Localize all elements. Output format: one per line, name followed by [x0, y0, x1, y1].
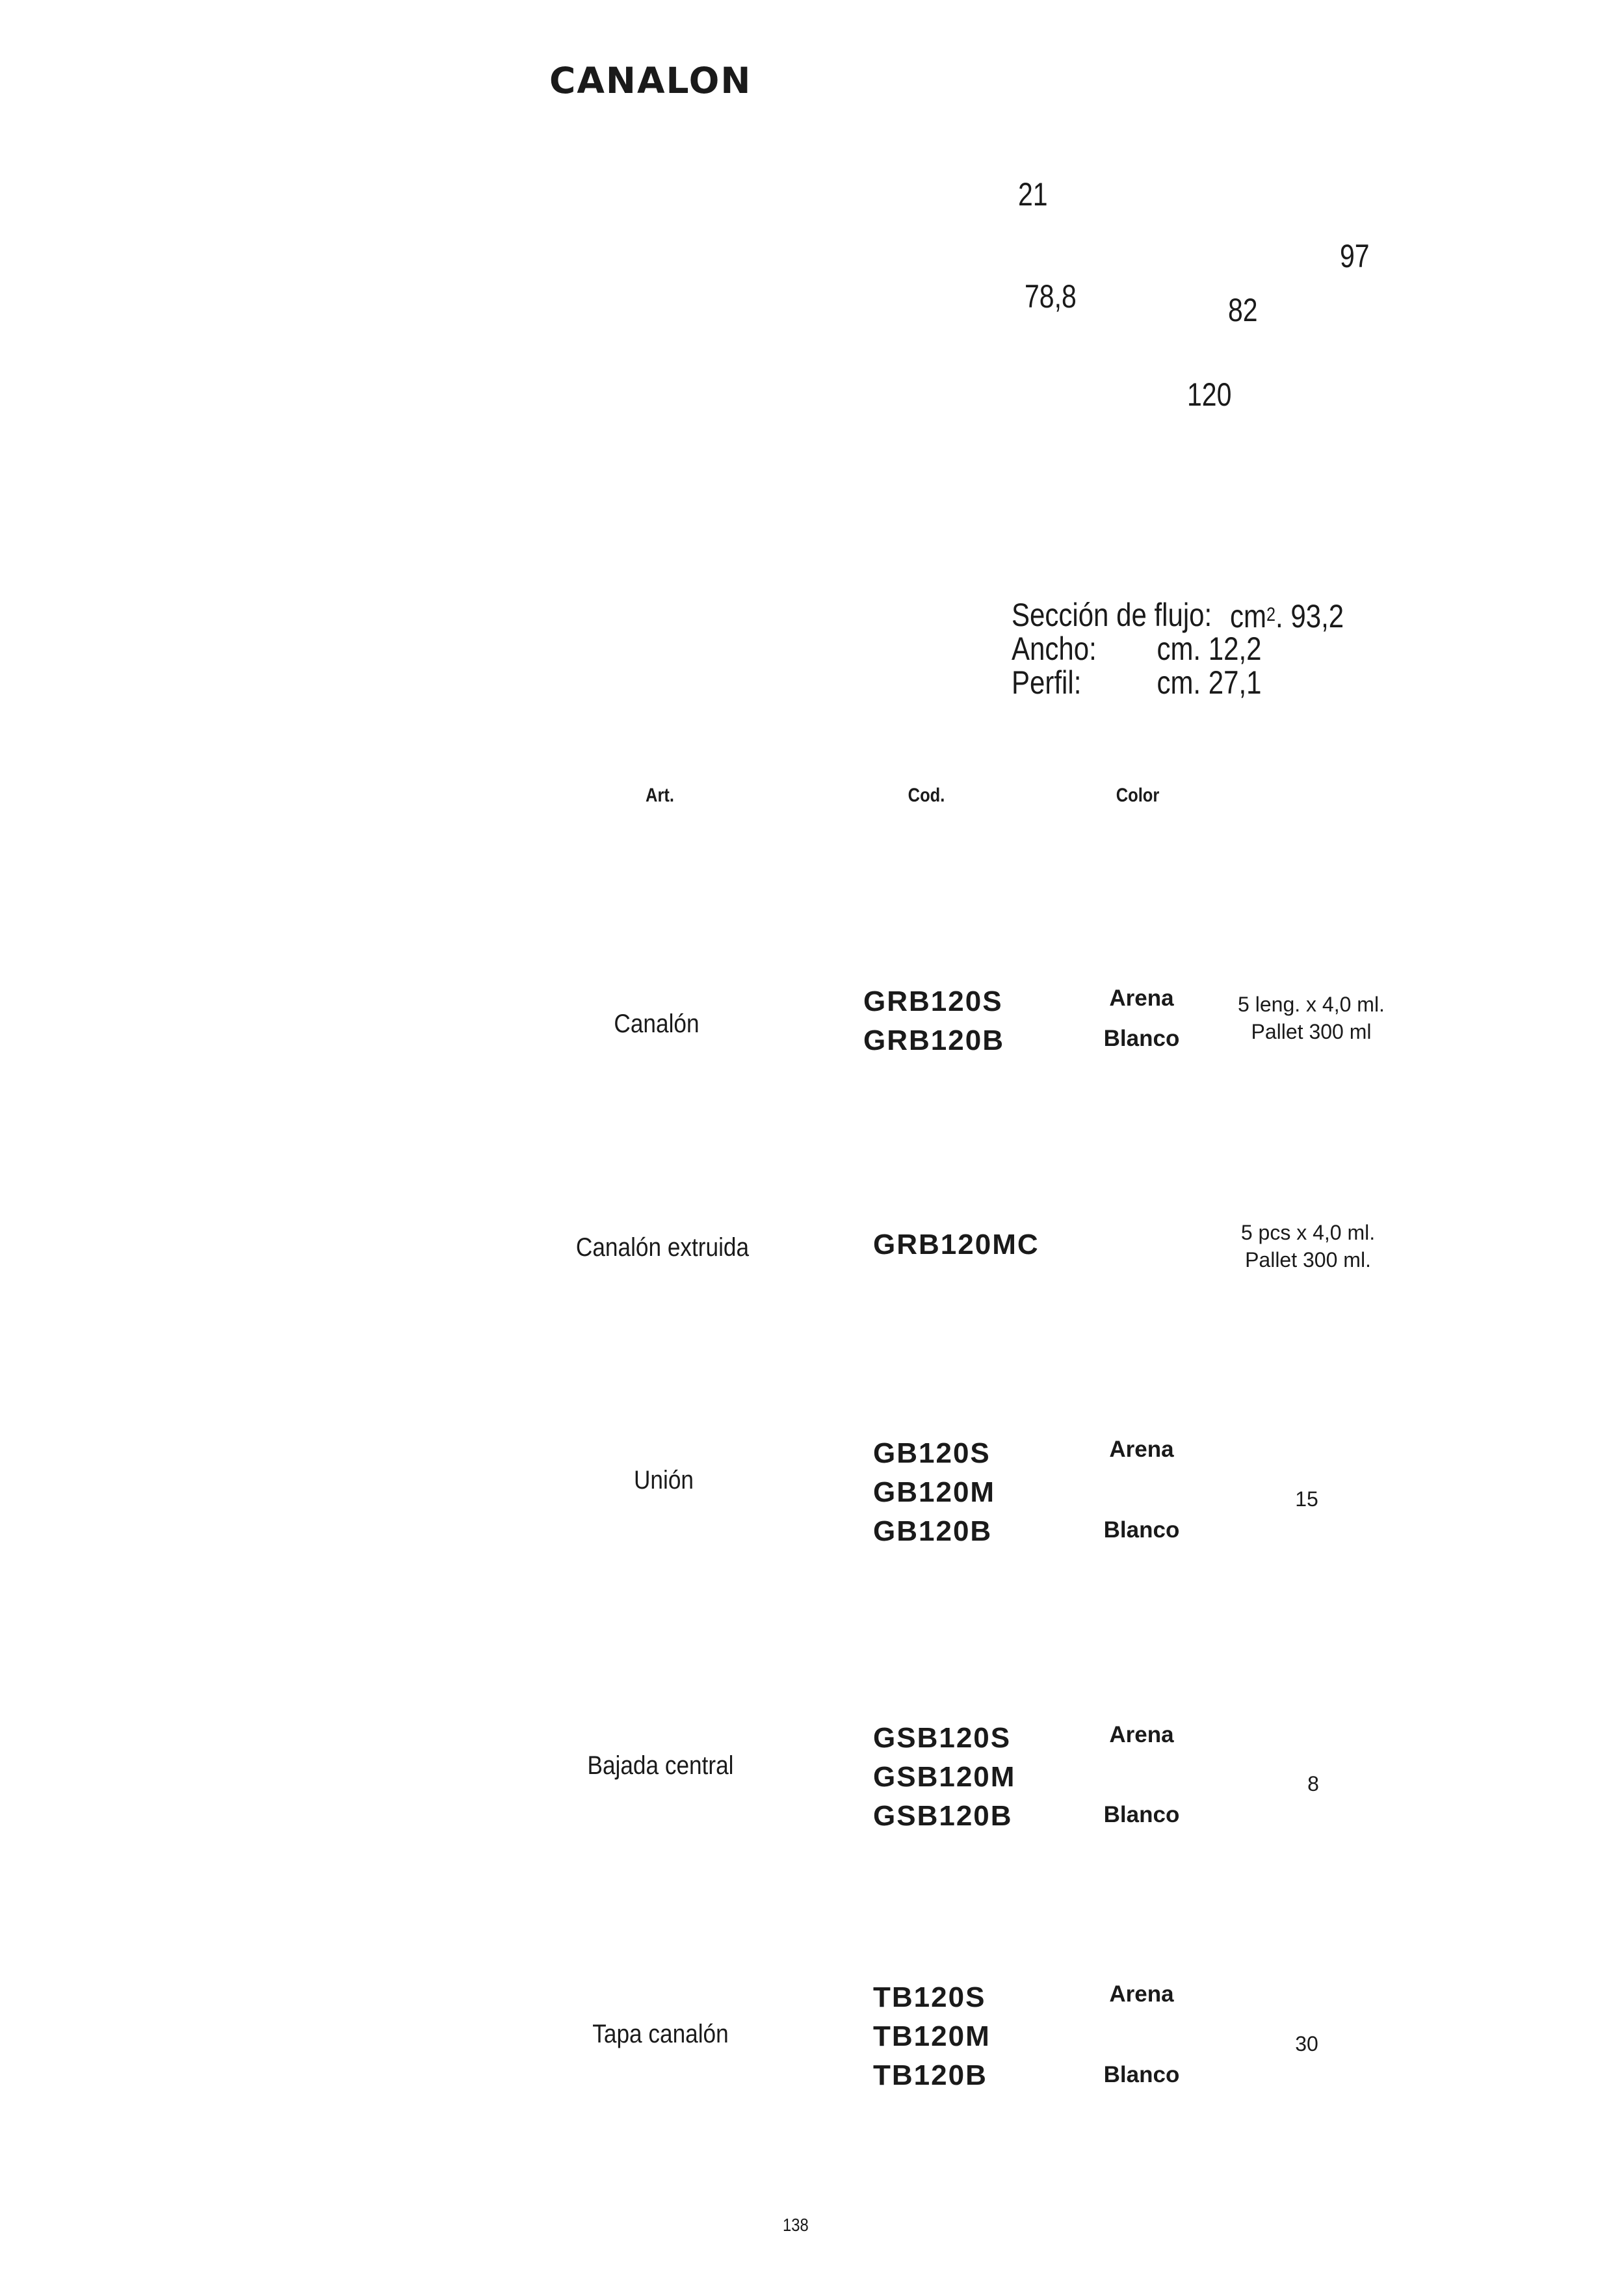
product-code: GRB120B: [863, 1024, 1004, 1056]
color-value: Arena: [1109, 985, 1174, 1011]
code-list: [873, 1225, 1040, 1264]
product-code: TB120M: [873, 2020, 991, 2052]
packaging-line: Pallet 300 ml: [1251, 1020, 1372, 1043]
packaging-info: [1209, 2030, 1404, 2057]
product-code: GB120S: [873, 1437, 991, 1469]
page-title: CANALON: [549, 60, 752, 101]
packaging-line: 5 pcs x 4,0 ml.: [1240, 1221, 1376, 1244]
packaging-line: 8: [1307, 1772, 1319, 1795]
packaging-line: 15: [1295, 1487, 1318, 1511]
dimension-label: 82: [1228, 292, 1258, 328]
color-value: Blanco: [1103, 1026, 1180, 1051]
article-name: Unión: [634, 1466, 694, 1494]
packaging-info: [1209, 1485, 1404, 1513]
color-value: Arena: [1109, 1437, 1174, 1462]
dimension-label: 97: [1340, 238, 1370, 274]
color-value: Arena: [1109, 1981, 1174, 2007]
column-header-art: Art.: [646, 785, 674, 806]
dimension-label: 78,8: [1025, 278, 1077, 315]
packaging-line: Pallet 300 ml.: [1245, 1248, 1371, 1272]
spec-unit: cm: [1230, 598, 1266, 634]
color-value: Arena: [1109, 1722, 1174, 1747]
packaging-info: [1214, 991, 1409, 1045]
article-name: Tapa canalón: [592, 2020, 729, 2048]
spec-value: [1230, 598, 1344, 633]
product-code: GSB120S: [873, 1722, 1012, 1754]
column-header-color: Color: [1116, 785, 1160, 806]
product-code: GSB120B: [873, 1800, 1013, 1832]
spec-value: cm. 27,1: [1157, 664, 1262, 701]
product-code: TB120B: [873, 2059, 988, 2091]
article-name: Canalón: [614, 1010, 700, 1038]
product-code: TB120S: [873, 1981, 986, 2013]
code-list: [873, 1434, 995, 1551]
packaging-info: [1210, 1219, 1406, 1273]
article-name: Canalón extruida: [575, 1233, 750, 1262]
product-code: GSB120M: [873, 1761, 1016, 1793]
color-value: Blanco: [1103, 1517, 1180, 1543]
column-header-cod: Cod.: [908, 785, 945, 806]
product-code: GB120M: [873, 1476, 996, 1508]
spec-number: . 93,2: [1275, 598, 1344, 634]
page-number: 138: [783, 2215, 809, 2235]
article-name: Bajada central: [587, 1751, 734, 1780]
spec-label: Ancho:: [1012, 631, 1097, 667]
product-code: GRB120MC: [873, 1229, 1040, 1260]
color-value: Blanco: [1103, 2062, 1180, 2087]
code-list: [863, 982, 1004, 1060]
code-list: [873, 1978, 991, 2095]
spec-unit-superscript: 2: [1266, 604, 1276, 625]
packaging-line: 5 leng. x 4,0 ml.: [1238, 993, 1385, 1016]
product-code: GRB120S: [863, 985, 1003, 1017]
packaging-info: [1216, 1770, 1411, 1797]
product-code: GB120B: [873, 1515, 993, 1547]
dimension-label: 21: [1018, 176, 1048, 213]
code-list: [873, 1719, 1015, 1836]
spec-label: Sección de flujo:: [1012, 597, 1212, 633]
color-value: Blanco: [1103, 1802, 1180, 1827]
spec-label: Perfil:: [1012, 664, 1082, 701]
packaging-line: 30: [1295, 2032, 1318, 2055]
spec-value: cm. 12,2: [1157, 631, 1262, 667]
dimension-label: 120: [1187, 376, 1232, 413]
